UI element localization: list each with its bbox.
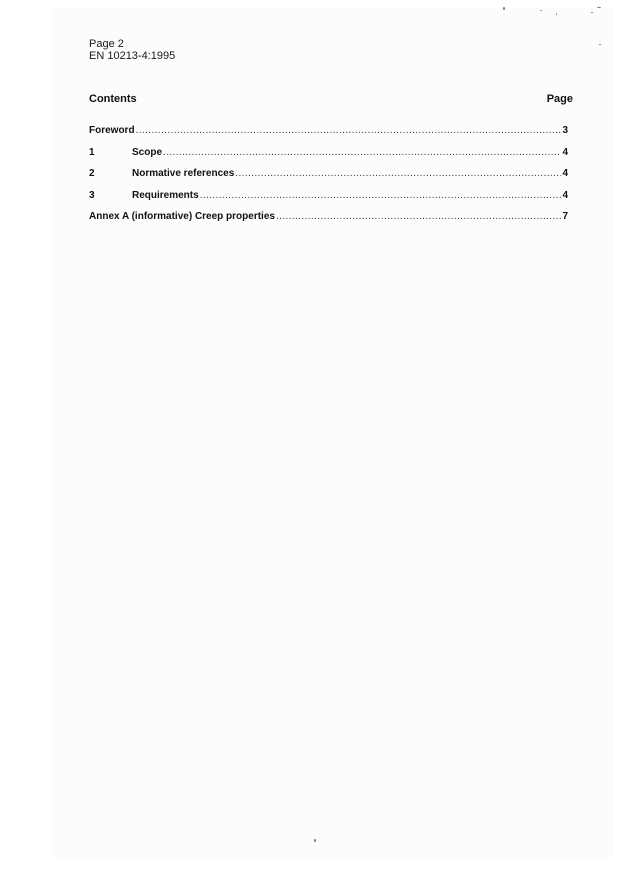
page-column-heading: Page [546, 93, 573, 105]
toc-entry-number: 2 [89, 168, 95, 179]
toc-entry-normative-references[interactable] [89, 168, 568, 190]
scan-speck [597, 7, 601, 8]
toc-leader-dots [200, 190, 562, 201]
toc-entry-page: 4 [562, 189, 568, 201]
toc-entry-title: Annex A (informative) Creep properties [89, 211, 275, 222]
scan-speck [599, 44, 601, 45]
toc-leader-dots [235, 168, 561, 179]
toc-entry-title: Normative references [132, 168, 235, 179]
toc-entry-page: 3 [562, 125, 568, 136]
scan-speck [503, 7, 505, 10]
contents-title: Contents [89, 93, 137, 105]
scan-speck [591, 12, 593, 13]
table-of-contents [89, 125, 568, 233]
toc-entry-number: 1 [89, 146, 95, 158]
page-header [89, 38, 175, 62]
toc-entry-title: Requirements [132, 189, 199, 201]
toc-entry-title: Scope [132, 146, 163, 158]
toc-leader-dots [276, 211, 561, 222]
toc-leader-dots [163, 147, 561, 158]
toc-entry-foreword[interactable] [89, 125, 568, 147]
scan-speck [314, 839, 316, 842]
toc-entry-page: 4 [562, 146, 568, 158]
scan-speck [540, 10, 542, 11]
toc-entry-page: 4 [562, 168, 568, 179]
toc-entry-number: 3 [89, 189, 95, 201]
toc-entry-requirements[interactable] [89, 190, 568, 212]
standard-reference: EN 10213-4:1995 [89, 50, 176, 62]
contents-heading-row [89, 93, 573, 105]
toc-leader-dots [136, 125, 562, 136]
toc-entry-title: Foreword [89, 125, 135, 136]
toc-entry-page: 7 [562, 211, 568, 222]
toc-entry-scope[interactable] [89, 147, 568, 169]
page-number-label: Page 2 [89, 38, 124, 50]
toc-entry-annex-a[interactable] [89, 211, 568, 233]
scan-speck [556, 13, 557, 15]
